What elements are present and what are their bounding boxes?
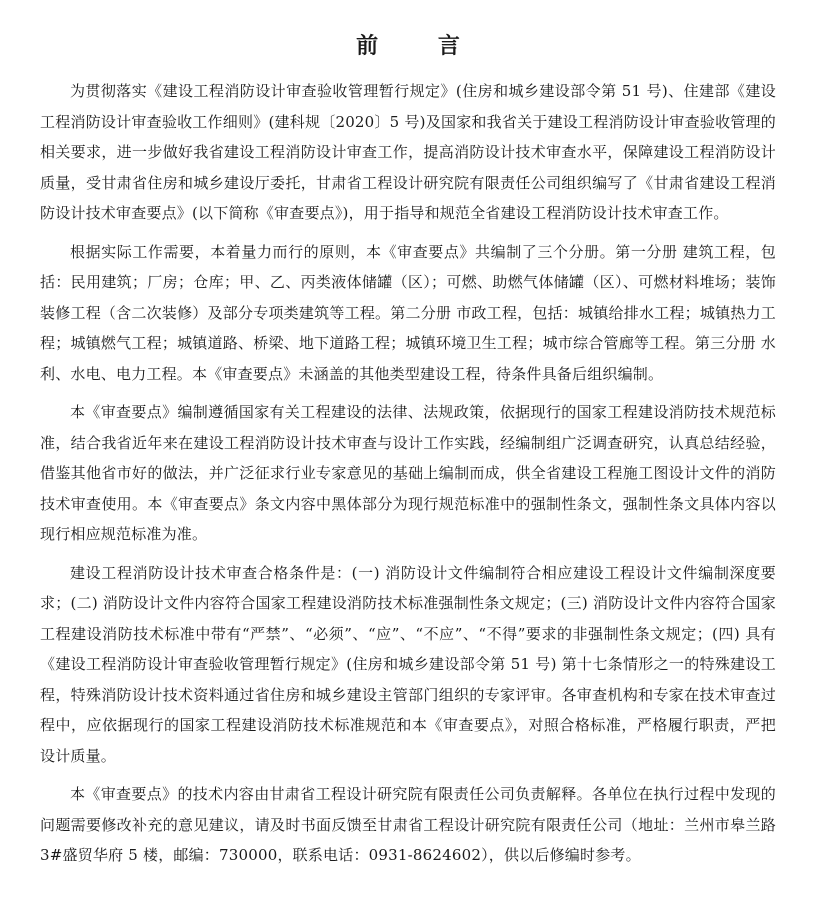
paragraph-volumes: 根据实际工作需要，本着量力而行的原则，本《审查要点》共编制了三个分册。第一分册 建筑工程，包括：民用建筑；厂房；仓库；甲、乙、丙类液体储罐（区）；可燃、助燃气体储罐（区）、可燃材料堆场；装饰装修工程（含二次装修）及部分专项类建筑等工程。第二分册 市政工程，包括：城镇给排水工程；城镇热力工程；城镇燃气工程；城镇道路、桥梁、地下道路工程；城镇环境卫生工程；城市综合管廊等工程。第三分册 水利、水电、电力工程。本《审查要点》未涵盖的其他类型建设工程，待条件具备后组织编制。 [40,242,776,383]
paragraph-purpose: 为贯彻落实《建设工程消防设计审查验收管理暂行规定》(住房和城乡建设部令第 51 号)、住建部《建设工程消防设计审查验收工作细则》(建科规〔2020〕5 号)及国家和我省关于建设工程消防设计审查验收管理的相关要求，进一步做好我省建设工程消防设计审查工作，提高消防设计技术审查水平，保障建设工程消防设计质量，受甘肃省住房和城乡建设厅委托，甘肃省工程设计研究院有限责任公司组织编写了《甘肃省建设工程消防设计技术审查要点》(以下简称《审查要点》)，用于指导和规范全省建设工程消防设计技术审查工作。 [40,82,776,222]
page-title: 前 言 [356,34,486,59]
paragraph-basis: 本《审查要点》编制遵循国家有关工程建设的法律、法规政策，依据现行的国家工程建设消防技术规范标准，结合我省近年来在建设工程消防设计技术审查与设计工作实践，经编制组广泛调查研究，认真总结经验，借鉴其他省市好的做法，并广泛征求行业专家意见的基础上编制而成，供全省建设工程施工图设计文件的消防技术审查使用。本《审查要点》条文内容中黑体部分为现行规范标准中的强制性条文，强制性条文具体内容以现行相应规范标准为准。 [40,403,776,543]
paragraph-criteria: 建设工程消防设计技术审查合格条件是：(一) 消防设计文件编制符合相应建设工程设计文件编制深度要求；(二) 消防设计文件内容符合国家工程建设消防技术标准强制性条文规定；(三) 消防设计文件内容符合国家工程建设消防技术标准中带有“严禁”、“必须”、“应”、“不应”、“不得”要求的非强制性条文规定；(四) 具有《建设工程消防设计审查验收管理暂行规定》(住房和城乡建设部令第 51 号) 第十七条情形之一的特殊建设工程，特殊消防设计技术资料通过省住房和城乡建设主管部门组织的专家评审。各审查机构和专家在技术审查过程中，应依据现行的国家工程建设消防技术标准规范和本《审查要点》，对照合格标准，严格履行职责，严把设计质量。 [40,563,776,765]
paragraph-contact: 本《审查要点》的技术内容由甘肃省工程设计研究院有限责任公司负责解释。各单位在执行过程中发现的问题需要修改补充的意见建议，请及时书面反馈至甘肃省工程设计研究院有限责任公司（地址：兰州市皋兰路 3#盛贸华府 5 楼，邮编：730000，联系电话：0931-8624602），供以后修编时参考。 [40,785,776,864]
